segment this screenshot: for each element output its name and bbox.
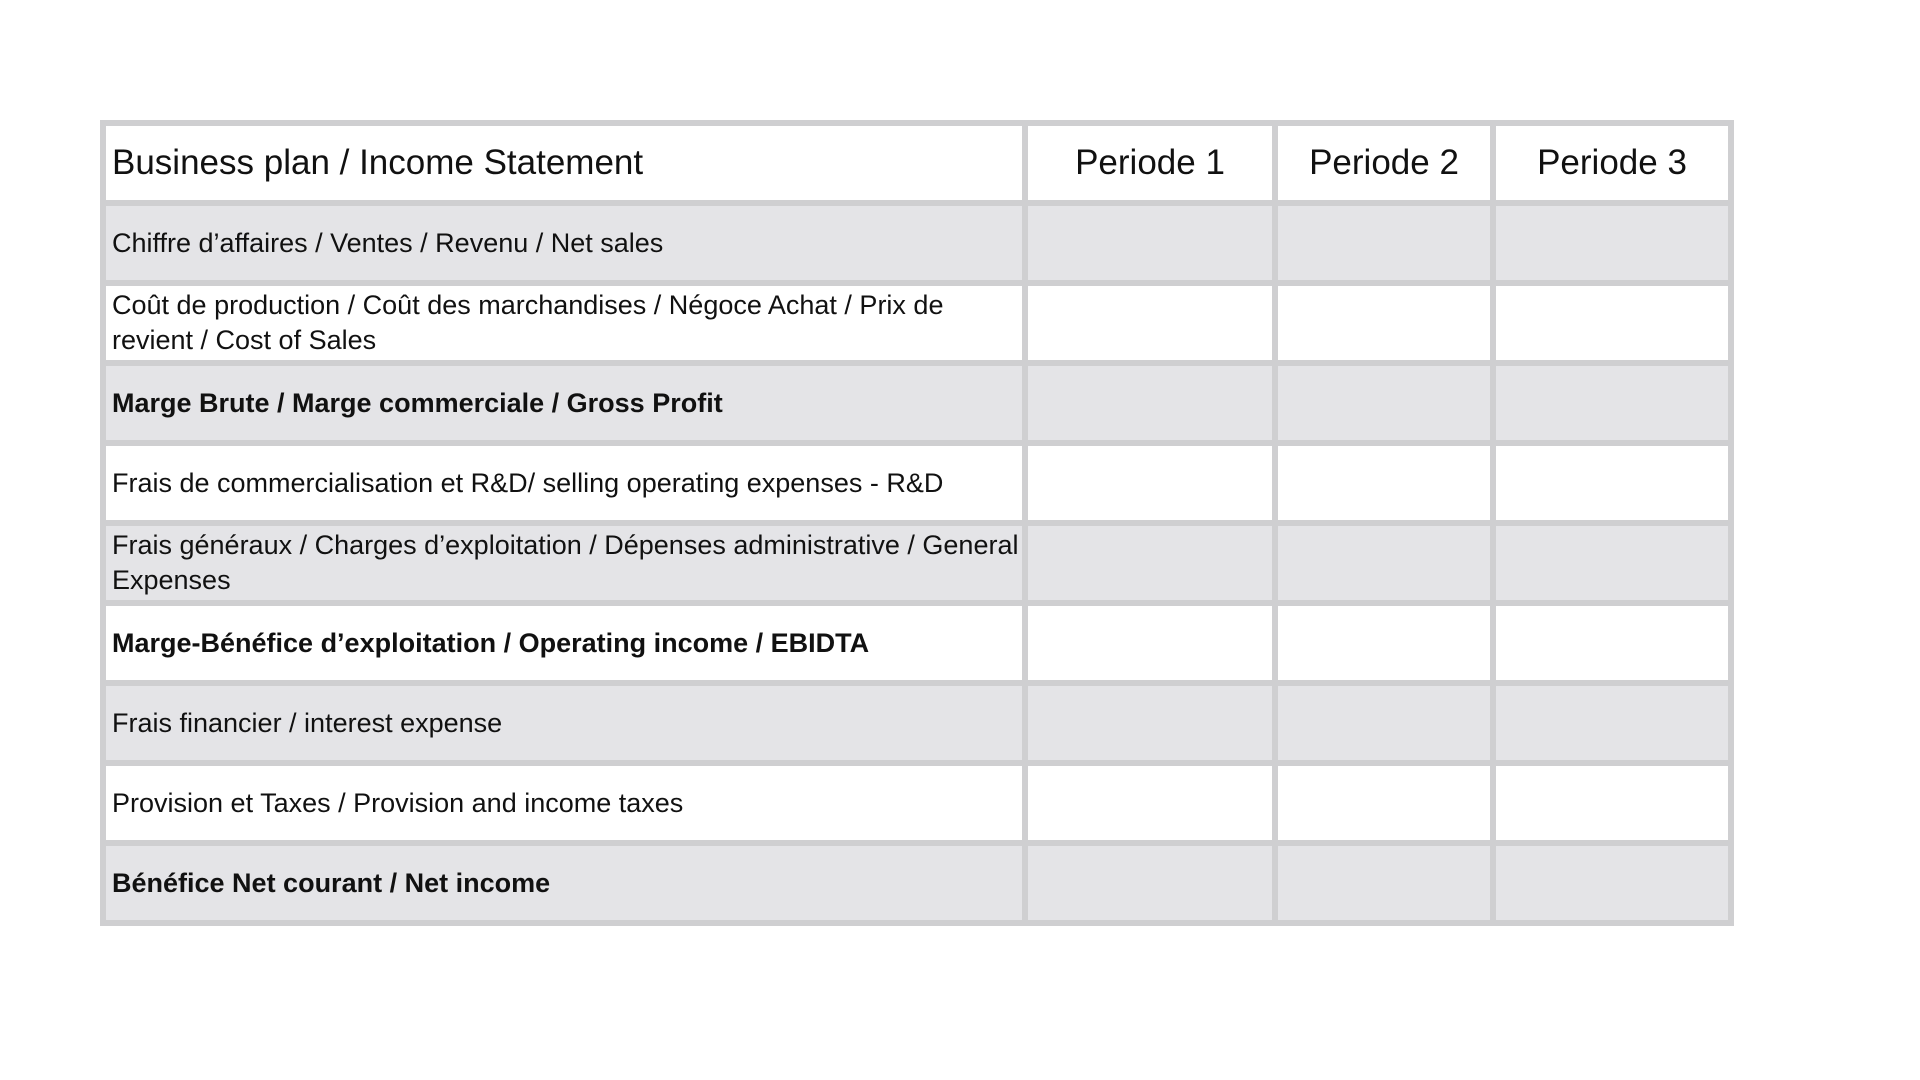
row-net-sales — [106, 206, 1728, 280]
value-cell-period-3[interactable] — [1496, 286, 1728, 360]
value-cell-period-3[interactable] — [1496, 526, 1728, 600]
table-title: Business plan / Income Statement — [106, 126, 1022, 200]
value-cell-period-1[interactable] — [1028, 606, 1272, 680]
row-net-income — [106, 846, 1728, 920]
value-cell-period-1[interactable] — [1028, 766, 1272, 840]
period-1-header: Periode 1 — [1028, 126, 1272, 200]
row-label: Bénéfice Net courant / Net income — [106, 846, 1022, 920]
value-cell-period-3[interactable] — [1496, 846, 1728, 920]
value-cell-period-3[interactable] — [1496, 446, 1728, 520]
row-income-taxes — [106, 766, 1728, 840]
row-gross-profit — [106, 366, 1728, 440]
row-label: Provision et Taxes / Provision and income taxes — [106, 766, 1022, 840]
value-cell-period-2[interactable] — [1278, 686, 1490, 760]
row-label: Frais de commercialisation et R&D/ selling operating expenses - R&D — [106, 446, 1022, 520]
value-cell-period-1[interactable] — [1028, 366, 1272, 440]
value-cell-period-2[interactable] — [1278, 846, 1490, 920]
row-label: Coût de production / Coût des marchandises / Négoce Achat / Prix de revient / Cost of Sales — [106, 286, 1022, 360]
row-label: Chiffre d’affaires / Ventes / Revenu / Net sales — [106, 206, 1022, 280]
row-cost-of-sales — [106, 286, 1728, 360]
value-cell-period-1[interactable] — [1028, 206, 1272, 280]
value-cell-period-2[interactable] — [1278, 286, 1490, 360]
value-cell-period-2[interactable] — [1278, 606, 1490, 680]
value-cell-period-3[interactable] — [1496, 686, 1728, 760]
value-cell-period-2[interactable] — [1278, 526, 1490, 600]
row-selling-expenses — [106, 446, 1728, 520]
value-cell-period-1[interactable] — [1028, 686, 1272, 760]
value-cell-period-2[interactable] — [1278, 366, 1490, 440]
row-interest-expense — [106, 686, 1728, 760]
row-operating-income — [106, 606, 1728, 680]
income-statement-table — [100, 120, 1734, 926]
value-cell-period-3[interactable] — [1496, 206, 1728, 280]
value-cell-period-3[interactable] — [1496, 366, 1728, 440]
row-label: Marge Brute / Marge commerciale / Gross Profit — [106, 366, 1022, 440]
value-cell-period-1[interactable] — [1028, 526, 1272, 600]
row-label: Frais financier / interest expense — [106, 686, 1022, 760]
row-label: Frais généraux / Charges d’exploitation / Dépenses administrative / General Expenses — [106, 526, 1022, 600]
row-label: Marge-Bénéfice d’exploitation / Operating income / EBIDTA — [106, 606, 1022, 680]
table-header-row — [106, 126, 1728, 200]
period-2-header: Periode 2 — [1278, 126, 1490, 200]
period-3-header: Periode 3 — [1496, 126, 1728, 200]
value-cell-period-1[interactable] — [1028, 286, 1272, 360]
value-cell-period-3[interactable] — [1496, 606, 1728, 680]
value-cell-period-2[interactable] — [1278, 206, 1490, 280]
value-cell-period-1[interactable] — [1028, 846, 1272, 920]
value-cell-period-2[interactable] — [1278, 766, 1490, 840]
value-cell-period-3[interactable] — [1496, 766, 1728, 840]
row-general-expenses — [106, 526, 1728, 600]
value-cell-period-2[interactable] — [1278, 446, 1490, 520]
value-cell-period-1[interactable] — [1028, 446, 1272, 520]
